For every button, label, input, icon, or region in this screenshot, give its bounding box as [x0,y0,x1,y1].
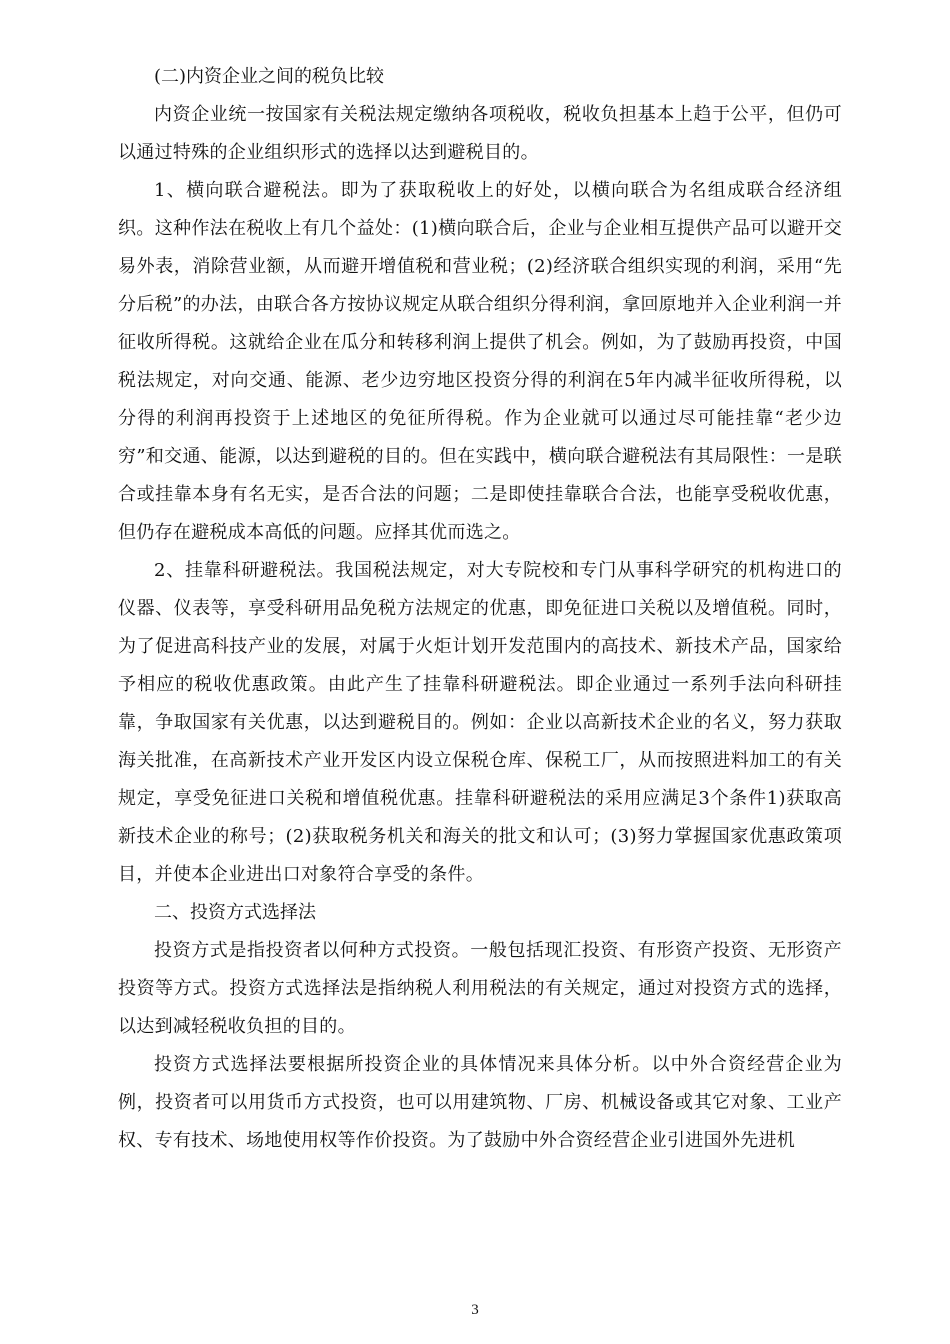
document-page [118,58,842,1160]
paragraph-research-affiliation: 2、挂靠科研避税法。我国税法规定，对大专院校和专门从事科学研究的机构进口的仪器、仪表等，享受科研用品免税方法规定的优惠，即免征进口关税以及增值税。同时，为了促进高科技产业的发展，对属于火炬计划开发范围内的高技术、新技术产品，国家给予相应的税收优惠政策。由此产生了挂靠科研避税法。即企业通过一系列手法向科研挂靠，争取国家有关优惠，以达到避税目的。例如：企业以高新技术企业的名义，努力获取海关批准，在高新技术产业开发区内设立保税仓库、保税工厂，从而按照进料加工的有关规定，享受免征进口关税和增值税优惠。挂靠科研避税法的采用应满足3个条件1)获取高新技术企业的称号；(2)获取税务机关和海关的批文和认可；(3)努力掌握国家优惠政策项目，并使本企业进出口对象符合享受的条件。 [118,560,842,885]
paragraph-horizontal-union: 1、横向联合避税法。即为了获取税收上的好处，以横向联合为名组成联合经济组织。这种作法在税收上有几个益处：(1)横向联合后，企业与企业相互提供产品可以避开交易外表，消除营业额，从而避开增值税和营业税；(2)经济联合组织实现的利润，采用“先分后税”的办法，由联合各方按协议规定从联合组织分得利润，拿回原地并入企业利润一并征收所得税。这就给企业在瓜分和转移利润上提供了机会。例如，为了鼓励再投资，中国税法规定，对向交通、能源、老少边穷地区投资分得的利润在5年内减半征收所得税，以分得的利润再投资于上述地区的免征所得税。作为企业就可以通过尽可能挂靠“老少边穷”和交通、能源，以达到避税的目的。但在实践中，横向联合避税法有其局限性：一是联合或挂靠本身有名无实，是否合法的问题；二是即使挂靠联合合法，也能享受税收优惠，但仍存在避税成本高低的问题。应择其优而选之。 [118,180,842,543]
paragraph-domestic-intro: 内资企业统一按国家有关税法规定缴纳各项税收，税收负担基本上趋于公平，但仍可以通过特殊的企业组织形式的选择以达到避税目的。 [118,104,842,163]
section-heading-domestic-tax-burden: (二)内资企业之间的税负比较 [154,66,385,87]
section-heading-investment-method: 二、投资方式选择法 [154,902,316,923]
paragraph-investment-analysis: 投资方式选择法要根据所投资企业的具体情况来具体分析。以中外合资经营企业为例，投资者可以用货币方式投资，也可以用建筑物、厂房、机械设备或其它对象、工业产权、专有技术、场地使用权等作价投资。为了鼓励中外合资经营企业引进国外先进机 [118,1054,842,1151]
paragraph-investment-definition: 投资方式是指投资者以何种方式投资。一般包括现汇投资、有形资产投资、无形资产投资等方式。投资方式选择法是指纳税人利用税法的有关规定，通过对投资方式的选择，以达到减轻税收负担的目的。 [118,940,842,1037]
page-number: 3 [471,1302,479,1318]
